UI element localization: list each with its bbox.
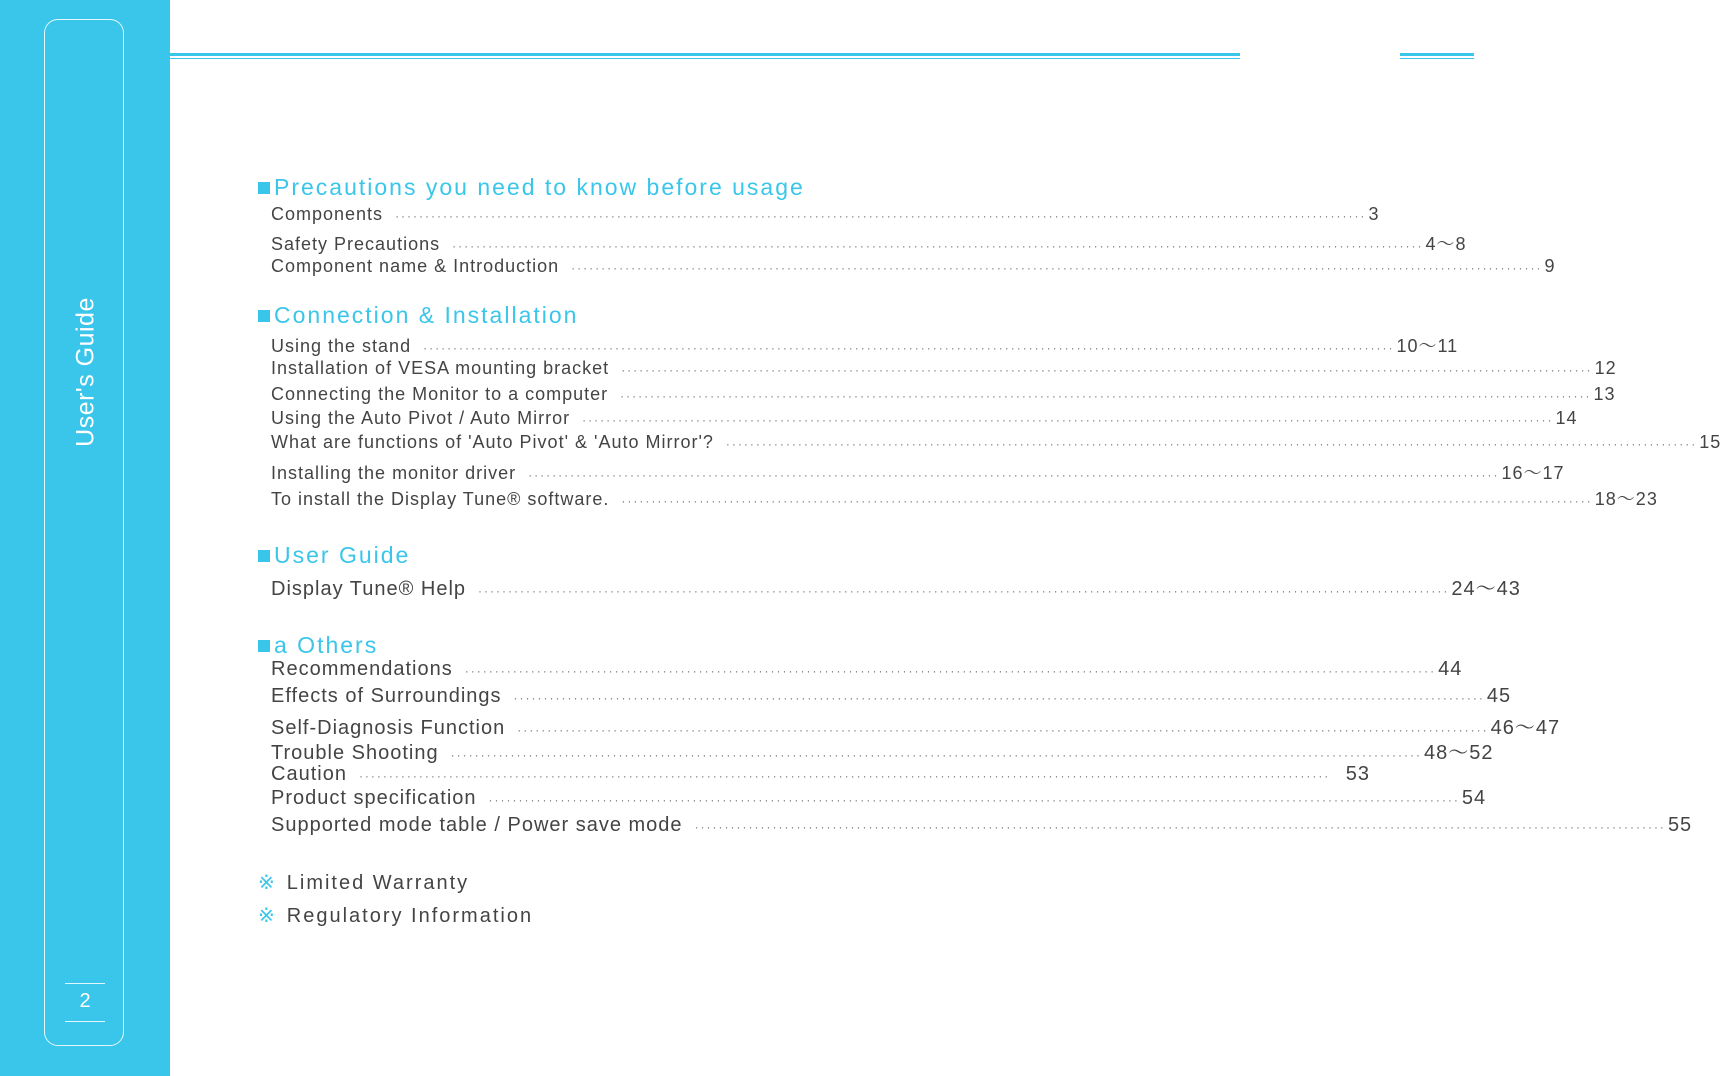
toc-entry-page: 55 [1667,814,1693,836]
leader-dots: ·································································································································································· [725,437,1698,451]
toc-entry[interactable] [271,256,1556,277]
reference-mark-icon: ※ [258,872,277,894]
toc-entry-label: To install the Display Tune® software. [271,489,610,509]
toc-entry[interactable] [271,736,1494,765]
toc-entry-label: Supported mode table / Power save mode [271,814,683,836]
toc-entry-page: 3 [1368,204,1380,224]
toc-entry[interactable] [271,384,1616,405]
leader-dots: ·································································································································································· [395,209,1367,223]
note-limited-warranty[interactable]: ※ Limited Warranty [258,872,470,894]
section-heading-precautions: Precautions you need to know before usage [258,174,805,201]
toc-entry-page: 44 [1438,658,1463,680]
toc-entry[interactable] [271,204,1380,225]
section-heading-connection: Connection & Installation [258,302,578,329]
toc-entry-page: 12 [1594,358,1617,378]
leader-dots: ·································································································································································· [450,748,1422,762]
leader-dots: ·································································································································································· [488,793,1460,807]
section-heading-user-guide: User Guide [258,542,410,569]
toc-entry[interactable] [271,572,1521,601]
toc-entry[interactable] [271,432,1721,453]
top-rule-right [1400,53,1474,56]
toc-entry-label: Recommendations [271,658,453,680]
toc-entry-label: Using the stand [271,336,412,356]
toc-entry-page: 48～52 [1423,742,1494,764]
leader-dots: ·································································································································································· [478,584,1450,598]
reference-mark-icon: ※ [258,905,277,927]
leader-dots: ·································································································································································· [571,261,1543,275]
toc-entry[interactable] [271,485,1658,511]
toc-entry-label: Safety Precautions [271,234,441,254]
note-regulatory-information[interactable]: ※ Regulatory Information [258,905,534,927]
toc-entry-page: 18～23 [1594,489,1658,509]
toc-entry-page: 13 [1593,384,1616,404]
leader-dots: ·································································································································································· [423,341,1395,355]
top-rule-left [170,53,1240,56]
toc-entry-page: 53 [1345,763,1370,785]
toc-entry-page: 24～43 [1451,578,1521,600]
toc-entry[interactable] [271,763,1370,786]
sidebar-frame [44,19,124,1046]
toc-entry-label: Self-Diagnosis Function [271,717,506,739]
top-rule-left-thin [170,58,1240,59]
toc-entry-page: 45 [1486,685,1512,707]
toc-entry-label: Installing the monitor driver [271,463,517,483]
toc-entry[interactable] [271,685,1512,708]
leader-dots: ·································································································································································· [620,389,1592,403]
toc-entry[interactable] [271,230,1467,256]
square-bullet-icon [258,310,270,322]
page-number-rule-bottom [65,1021,105,1022]
toc-entry-page: 16～17 [1501,463,1565,483]
leader-dots: ·································································································································································· [358,769,1331,783]
toc-entry-label: Components [271,204,384,224]
leader-dots: ·································································································································································· [621,494,1593,508]
toc-entry[interactable] [271,658,1463,681]
toc-entry[interactable] [271,787,1487,810]
leader-dots: ·································································································································································· [513,691,1485,705]
toc-entry-page: 46～47 [1490,717,1561,739]
toc-entry-page: 14 [1555,408,1578,428]
toc-entry-page: 4～8 [1425,234,1467,254]
square-bullet-icon [258,640,270,652]
square-bullet-icon [258,182,270,194]
leader-dots: ·································································································································································· [694,820,1666,834]
leader-dots: ·································································································································································· [582,413,1554,427]
top-rule-right-thin [1400,58,1474,59]
leader-dots: ·································································································································································· [517,723,1489,737]
leader-dots: ·································································································································································· [528,468,1500,482]
toc-entry-label: Effects of Surroundings [271,685,502,707]
toc-entry[interactable] [271,358,1617,379]
page-number-rule-top [65,983,105,984]
toc-entry[interactable] [271,408,1578,429]
toc-entry-page: 15 [1699,432,1721,452]
toc-entry[interactable] [271,459,1565,485]
sidebar-title: User's Guide [71,297,100,447]
toc-entry-label: Product specification [271,787,477,809]
leader-dots: ·································································································································································· [464,664,1437,678]
toc-entry-label: Using the Auto Pivot / Auto Mirror [271,408,571,428]
toc-entry[interactable] [271,814,1693,837]
toc-entry-label: Connecting the Monitor to a computer [271,384,609,404]
toc-entry-label: Caution [271,763,347,785]
section-heading-others: a Others [258,632,378,659]
sidebar [0,0,170,1076]
page-number: 2 [79,990,91,1012]
toc-entry-label: Trouble Shooting [271,742,439,764]
toc-entry-label: Component name & Introduction [271,256,560,276]
toc-entry-page: 54 [1461,787,1487,809]
toc-entry-label: Display Tune® Help [271,578,467,600]
toc-entry-label: Installation of VESA mounting bracket [271,358,610,378]
toc-entry-page: 10～11 [1396,336,1459,356]
toc-entry[interactable] [271,332,1459,358]
toc-entry-label: What are functions of 'Auto Pivot' & 'Auto Mirror'? [271,432,714,452]
leader-dots: ·································································································································································· [452,239,1424,253]
square-bullet-icon [258,550,270,562]
leader-dots: ·································································································································································· [621,363,1593,377]
toc-entry-page: 9 [1544,256,1556,276]
